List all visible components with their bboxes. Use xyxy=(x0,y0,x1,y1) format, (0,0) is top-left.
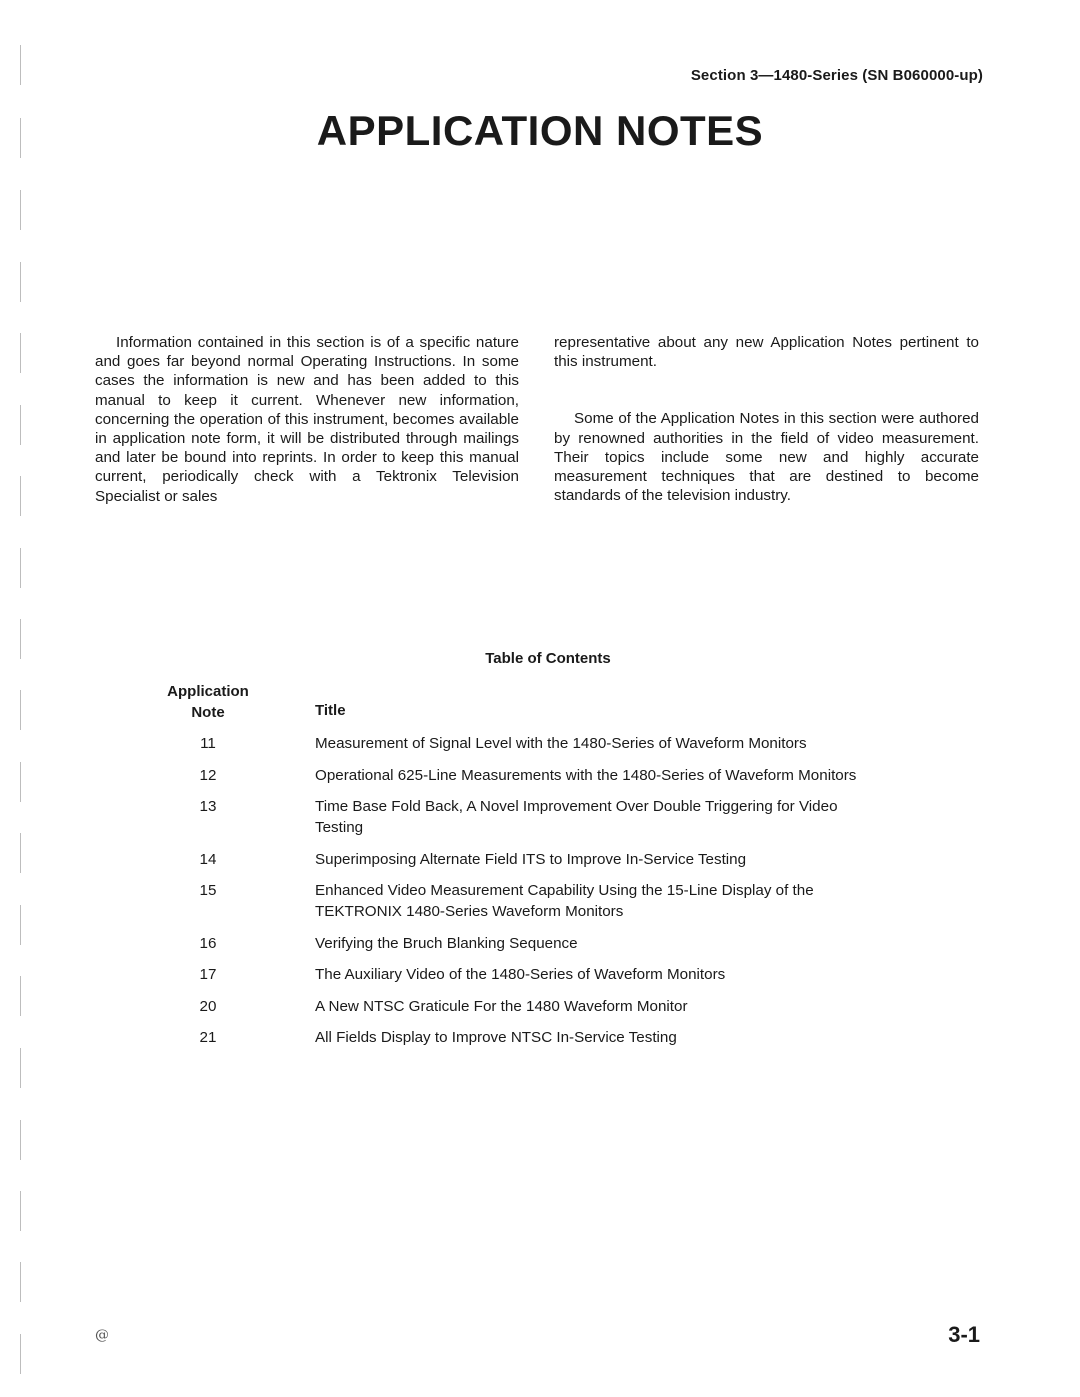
toc-row xyxy=(150,964,940,985)
toc-row xyxy=(150,849,940,870)
binding-edge-mark xyxy=(20,1334,21,1374)
intro-left-column xyxy=(95,333,519,506)
binding-edge-mark xyxy=(20,405,21,445)
toc-list xyxy=(150,733,940,1059)
binding-edge-mark xyxy=(20,476,21,516)
toc-column-header-note xyxy=(150,681,266,723)
toc-column-header-note-line1: Application xyxy=(167,683,249,700)
intro-paragraph-1: Information contained in this section is of a specific nature and goes far beyond normal Operating Instructions. In some cases the information is new and has been added to this manual to keep it current. Whenever new information, concerning the operation of this instrument, becomes available in application note form, it will be distributed through mailings and later be bound into reprints. In order to keep this manual current, periodically check with a Tektronix Television Specialist or sales xyxy=(95,334,519,505)
toc-heading: Table of Contents xyxy=(485,650,611,667)
toc-note-number: 21 xyxy=(199,1029,217,1046)
intro-paragraph-2: Some of the Application Notes in this section were authored by renowned authorities in the field of video measurement. Their topics include some new and highly accurate measurement techniques that are destined to become standards of the television industry. xyxy=(554,410,979,505)
toc-note-number: 12 xyxy=(199,766,217,784)
binding-edge-mark xyxy=(20,190,21,230)
binding-edge-mark xyxy=(20,548,21,588)
intro-right-column xyxy=(554,333,979,505)
toc-note-title: All Fields Display to Improve NTSC In-Service Testing xyxy=(315,1029,677,1046)
toc-note-title: The Auxiliary Video of the 1480-Series of Waveform Monitors xyxy=(315,966,726,983)
binding-edge-mark xyxy=(20,1120,21,1160)
toc-note-title: Verifying the Bruch Blanking Sequence xyxy=(315,934,578,952)
toc-row xyxy=(150,933,940,954)
binding-edge-mark xyxy=(20,976,21,1016)
toc-note-number: 14 xyxy=(199,850,217,868)
toc-note-number: 17 xyxy=(199,966,217,983)
binding-edge-mark xyxy=(20,762,21,802)
section-header: Section 3—1480-Series (SN B060000-up) xyxy=(690,67,983,84)
toc-note-number: 11 xyxy=(200,735,216,752)
toc-column-header-note-line2: Note xyxy=(191,704,225,721)
toc-column-header-title: Title xyxy=(315,702,346,719)
toc-row xyxy=(150,880,940,922)
toc-note-title: Measurement of Signal Level with the 1480-Series of Waveform Monitors xyxy=(315,735,807,752)
binding-edge-mark xyxy=(20,833,21,873)
toc-row xyxy=(150,996,940,1017)
toc-row xyxy=(150,765,940,786)
toc-note-title: Superimposing Alternate Field ITS to Improve In-Service Testing xyxy=(315,850,747,868)
toc-note-title: Enhanced Video Measurement Capability Using the 15-Line Display of the TEKTRONIX 1480-Series Waveform Monitors xyxy=(315,882,814,920)
toc-note-number: 13 xyxy=(199,798,217,815)
toc-note-title: Operational 625-Line Measurements with the 1480-Series of Waveform Monitors xyxy=(315,766,857,784)
binding-edge-mark xyxy=(20,1191,21,1231)
page-title: APPLICATION NOTES xyxy=(316,107,764,154)
binding-edge-mark xyxy=(20,45,21,85)
toc-note-number: 16 xyxy=(199,934,217,952)
binding-edge-mark xyxy=(20,1048,21,1088)
binding-edge-mark xyxy=(20,690,21,730)
toc-row xyxy=(150,733,940,754)
copyright-mark: @ xyxy=(95,1327,109,1343)
toc-note-number: 15 xyxy=(199,882,217,899)
toc-note-number: 20 xyxy=(199,997,217,1015)
binding-edge-mark xyxy=(20,333,21,373)
binding-edge-mark xyxy=(20,262,21,302)
binding-edge-mark xyxy=(20,1262,21,1302)
toc-note-title: A New NTSC Graticule For the 1480 Waveform Monitor xyxy=(315,997,688,1015)
binding-edge-mark xyxy=(20,905,21,945)
toc-row xyxy=(150,796,940,838)
toc-note-title: Time Base Fold Back, A Novel Improvement Over Double Triggering for Video Testing xyxy=(315,798,838,836)
toc-row xyxy=(150,1027,940,1048)
page-number: 3-1 xyxy=(948,1322,980,1347)
intro-paragraph-continued: representative about any new Application Notes pertinent to this instrument. xyxy=(554,334,979,371)
